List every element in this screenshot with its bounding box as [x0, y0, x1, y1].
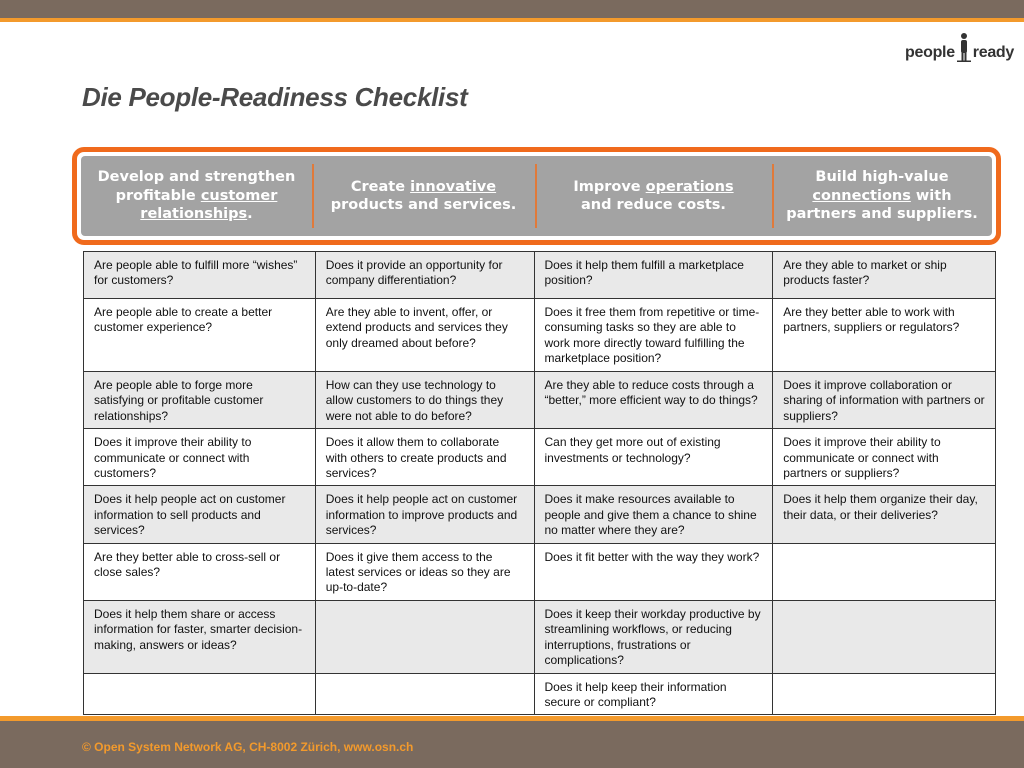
- table-row: [84, 429, 996, 486]
- table-row: [84, 543, 996, 600]
- table-cell: Are people able to forge more satisfying or profitable customer relationships?: [84, 372, 316, 429]
- table-cell: Does it help keep their information secure or compliant?: [534, 673, 773, 715]
- table-cell: [773, 543, 996, 600]
- table-cell: Does it help them organize their day, their data, or their deliveries?: [773, 486, 996, 543]
- header-customer-relationships: [81, 156, 312, 236]
- table-cell: Does it allow them to collaborate with others to create products and services?: [315, 429, 534, 486]
- header-text: Create: [350, 178, 411, 195]
- people-ready-logo: [905, 30, 1014, 62]
- table-row: [84, 372, 996, 429]
- table-row: [84, 252, 996, 299]
- footer-copyright: © Open System Network AG, CH-8002 Zürich, www.osn.ch: [82, 740, 414, 754]
- table-cell: Can they get more out of existing investments or technology?: [534, 429, 773, 486]
- header-link-operations[interactable]: operations: [645, 178, 734, 195]
- table-cell: Does it help them fulfill a marketplace position?: [534, 252, 773, 299]
- table-cell: Does it help them share or access information for faster, smarter decision-making, answers or ideas?: [84, 600, 316, 673]
- table-cell: Does it help people act on customer information to improve products and services?: [315, 486, 534, 543]
- logo-text-ready: ready: [972, 44, 1014, 61]
- top-bar: [0, 0, 1024, 18]
- table-cell: How can they use technology to allow customers to do things they were not able to do before?: [315, 372, 534, 429]
- table-cell: Are they able to market or ship products faster?: [773, 252, 996, 299]
- table-cell: [84, 673, 316, 715]
- table-cell: [315, 673, 534, 715]
- header-text: Improve: [573, 178, 646, 195]
- table-cell: Does it free them from repetitive or time-consuming tasks so they are able to work more directly toward fulfilling the marketplace position?: [534, 299, 773, 372]
- header-text: and reduce costs.: [580, 197, 726, 213]
- table-row: [84, 299, 996, 372]
- table-cell: Are people able to create a better customer experience?: [84, 299, 316, 372]
- header-text: products and services.: [330, 197, 517, 213]
- top-accent-line: [0, 18, 1024, 22]
- table-row: [84, 486, 996, 543]
- person-icon: [957, 32, 971, 62]
- logo-text-people: people: [905, 44, 955, 61]
- header-row: [81, 156, 992, 236]
- header-frame: [72, 147, 1001, 245]
- header-text: with partners and suppliers.: [786, 187, 978, 223]
- table-cell: Are people able to fulfill more “wishes” for customers?: [84, 252, 316, 299]
- table-cell: Does it improve collaboration or sharing of information with partners or suppliers?: [773, 372, 996, 429]
- table-cell: [315, 600, 534, 673]
- table-cell: Does it improve their ability to communicate or connect with partners or suppliers?: [773, 429, 996, 486]
- table-cell: Are they able to invent, offer, or extend products and services they only dreamed about before?: [315, 299, 534, 372]
- checklist-table: [83, 251, 996, 715]
- header-link-customer-relationships[interactable]: customer relationships: [140, 187, 278, 223]
- table-cell: Does it improve their ability to communicate or connect with customers?: [84, 429, 316, 486]
- table-cell: Does it help people act on customer information to sell products and services?: [84, 486, 316, 543]
- table-cell: Are they better able to cross-sell or close sales?: [84, 543, 316, 600]
- table-cell: Does it provide an opportunity for company differentiation?: [315, 252, 534, 299]
- page-title: Die People-Readiness Checklist: [82, 82, 468, 112]
- table-cell: Does it keep their workday productive by streamlining workflows, or reducing interruptions, frustrations or complications?: [534, 600, 773, 673]
- header-innovative-products: [312, 156, 535, 236]
- table-row: [84, 600, 996, 673]
- header-text: Develop and strengthen profitable: [97, 169, 296, 204]
- header-link-connections[interactable]: connections: [812, 187, 911, 204]
- table-cell: Does it make resources available to people and give them a chance to shine no matter where they are?: [534, 486, 773, 543]
- table-cell: [773, 600, 996, 673]
- table-cell: Are they able to reduce costs through a “better,” more efficient way to do things?: [534, 372, 773, 429]
- table-cell: [773, 673, 996, 715]
- table-cell: Are they better able to work with partners, suppliers or regulators?: [773, 299, 996, 372]
- header-connections: [772, 156, 992, 236]
- table-cell: Does it give them access to the latest services or ideas so they are up-to-date?: [315, 543, 534, 600]
- header-operations: [535, 156, 772, 236]
- header-text: .: [247, 206, 253, 223]
- table-cell: Does it fit better with the way they work?: [534, 543, 773, 600]
- header-link-innovative[interactable]: innovative: [410, 178, 497, 195]
- header-text: Build high-value: [815, 169, 949, 186]
- table-row: [84, 673, 996, 715]
